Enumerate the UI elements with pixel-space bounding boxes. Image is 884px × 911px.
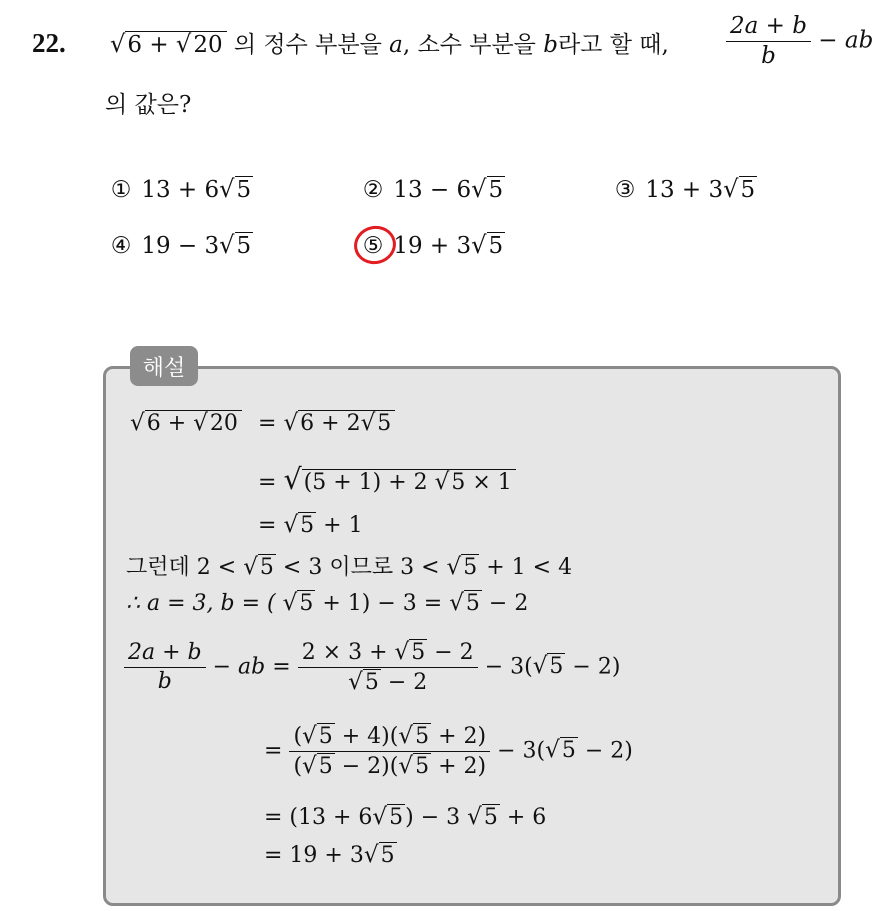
fraction-numerator: 2a + b	[124, 639, 206, 668]
choice-radicand: 5	[488, 233, 504, 259]
fraction-numerator: 2 × 3 +	[301, 640, 388, 665]
radicand: 5	[318, 753, 333, 779]
radicand-text: 6 +	[127, 32, 169, 58]
equals-sign: =	[264, 738, 283, 764]
radicand: 5	[463, 555, 478, 580]
expr-text: = (13 + 6	[264, 805, 373, 830]
choice-radicand: 5	[236, 177, 252, 203]
choice-marker: ③	[614, 177, 636, 203]
choice-radicand: 5	[488, 177, 504, 203]
radicand: 5	[483, 805, 498, 830]
radicand: 5	[561, 738, 576, 764]
expr-text: − 2	[387, 669, 428, 695]
solution-line-3: = √5 + 1	[258, 512, 363, 538]
choice-4[interactable]: ④ 19 − 3√5	[108, 231, 253, 259]
solution-line-9: = 19 + 3√5	[264, 842, 395, 868]
question-text-3: 라고 할 때,	[557, 32, 669, 58]
choice-marker: ②	[362, 177, 384, 203]
expr-text: + 6	[506, 805, 547, 830]
choice-marker: ⑤	[362, 233, 384, 259]
radicand: 5	[411, 640, 426, 665]
expr-text: − 2	[488, 591, 529, 616]
expr-text: − 2)	[572, 654, 621, 680]
choice-radicand: 5	[236, 233, 252, 259]
fraction-numerator: 2a + b	[726, 12, 811, 42]
choice-text: 19 − 3	[141, 233, 220, 259]
question-text-2: , 소수 부분을	[402, 32, 536, 58]
expr-text: − 3(	[497, 738, 546, 764]
solution-line-2: = √(5 + 1) + 2 √5 × 1	[258, 462, 516, 496]
expr-text: − ab =	[212, 654, 291, 680]
radicand-text: 6 +	[146, 411, 187, 436]
solution-line-5: ∴ a = 3, b = ( √5 + 1) − 3 = √5 − 2	[126, 590, 529, 616]
answer-circle-mark	[351, 222, 400, 268]
radicand: 5	[259, 555, 274, 580]
choice-text: 19 + 3	[393, 233, 472, 259]
equals-sign: =	[258, 470, 277, 495]
fraction-denominator: b	[157, 668, 172, 694]
expr-text: + 1 < 4	[486, 555, 573, 580]
choice-text: 13 + 3	[645, 177, 724, 203]
solution-line-1-rhs: = √6 + 2√5	[258, 410, 395, 436]
choice-marker: ④	[110, 233, 132, 259]
inner-radicand: 20	[209, 411, 238, 436]
choice-2[interactable]: ② 13 − 6√5	[360, 175, 505, 203]
expr-text: − 2)	[584, 738, 633, 764]
radicand-text: 6 + 2	[300, 411, 361, 436]
radicand: 5	[380, 843, 395, 868]
question-fraction	[726, 12, 873, 71]
equals-sign: =	[258, 411, 277, 436]
solution-line-4: 그런데 2 < √5 < 3 이므로 3 < √5 + 1 < 4	[126, 554, 573, 580]
question-tail: − ab	[818, 27, 874, 54]
expr-text: ) − 3	[405, 805, 461, 830]
solution-line-6: $\frac{2a + b}{b}$ − ab = $\frac{2 \times 3 + √5 - 2}{√5 - 2}$ − 3(√5 − 2)	[124, 638, 620, 697]
expr-text: − 2	[434, 640, 474, 665]
expr-text: + 2)	[438, 753, 487, 779]
inner-radicand: 5 × 1	[451, 470, 512, 495]
expr-text: + 4)(	[341, 724, 399, 749]
expr-text: − 3(	[484, 654, 533, 680]
expr-text: + 1) − 3 =	[322, 591, 443, 616]
expr-text: − 2)(	[341, 753, 399, 779]
question-line-1	[110, 26, 669, 59]
solution-line-1: √6 + √20	[130, 410, 242, 436]
expr-text: ∴ a = 3, b = (	[126, 591, 276, 616]
solution-label: 해설	[130, 346, 198, 386]
choice-radicand: 5	[740, 177, 756, 203]
inner-radicand: 20	[193, 32, 223, 58]
expr-text: = 19 + 3	[264, 843, 364, 868]
radicand: 5	[549, 654, 564, 680]
choice-3[interactable]: ③ 13 + 3√5	[612, 175, 757, 203]
expr-text: + 1	[323, 513, 363, 538]
choice-text: 13 + 6	[141, 177, 220, 203]
expr-text: 그런데 2 <	[126, 555, 237, 580]
expr-text: + 2)	[438, 724, 487, 749]
question-number: 22.	[32, 28, 66, 58]
radicand-text: (5 + 1) + 2	[303, 470, 428, 495]
radicand: 5	[300, 513, 315, 538]
solution-line-8: = (13 + 6√5) − 3 √5 + 6	[264, 804, 547, 830]
equals-sign: =	[258, 513, 277, 538]
radicand: 5	[415, 724, 430, 749]
fraction-denominator: b	[761, 42, 776, 69]
question-line-2: 의 값은?	[105, 92, 192, 118]
expr-text: < 3 이므로 3 <	[282, 555, 440, 580]
choice-marker: ①	[110, 177, 132, 203]
choice-5[interactable]: ⑤ 19 + 3√5	[360, 231, 505, 259]
radicand: 5	[318, 724, 333, 749]
var-b: b	[543, 32, 558, 58]
radicand: 5	[415, 753, 430, 779]
sqrt-expression: √6 + √20	[110, 30, 227, 58]
var-a: a	[389, 32, 403, 58]
choice-1[interactable]: ① 13 + 6√5	[108, 175, 253, 203]
radicand: 5	[389, 805, 404, 830]
radicand: 5	[364, 669, 379, 695]
radicand: 5	[465, 591, 480, 616]
radicand: 5	[299, 591, 314, 616]
inner-radicand: 5	[377, 411, 392, 436]
question-text-1: 의 정수 부분을	[233, 32, 382, 58]
solution-line-7: = $\frac{(√5 + 4)(√5 + 2)}{(√5 - 2)(√5 + 2)}$ − 3(√5 − 2)	[264, 723, 633, 779]
choice-text: 13 − 6	[393, 177, 472, 203]
